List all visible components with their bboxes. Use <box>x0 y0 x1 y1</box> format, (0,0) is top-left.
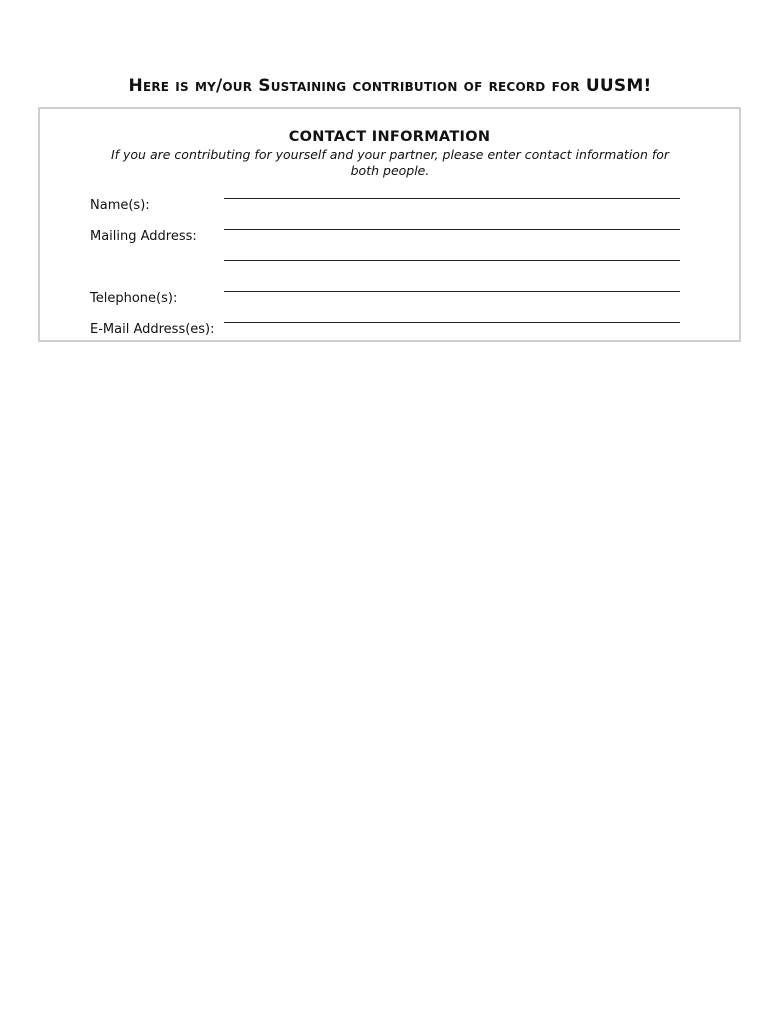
mailing-address-label: Mailing Address: <box>90 229 197 244</box>
email-address-field[interactable] <box>224 322 680 323</box>
telephone-field[interactable] <box>224 291 680 292</box>
section-title: CONTACT INFORMATION <box>288 129 491 145</box>
names-label: Name(s): <box>90 198 150 213</box>
email-address-label: E-Mail Address(es): <box>90 322 215 337</box>
contact-information-section <box>38 107 741 342</box>
mailing-address-line-2-field[interactable] <box>224 260 680 261</box>
names-field[interactable] <box>224 198 680 199</box>
mailing-address-field[interactable] <box>224 229 680 230</box>
section-instructions: If you are contributing for yourself and your partner, please enter contact information for both people. <box>110 147 670 178</box>
telephone-label: Telephone(s): <box>90 291 178 306</box>
form-heading: Here is my/our Sustaining contribution of record for UUSM! <box>128 76 652 96</box>
